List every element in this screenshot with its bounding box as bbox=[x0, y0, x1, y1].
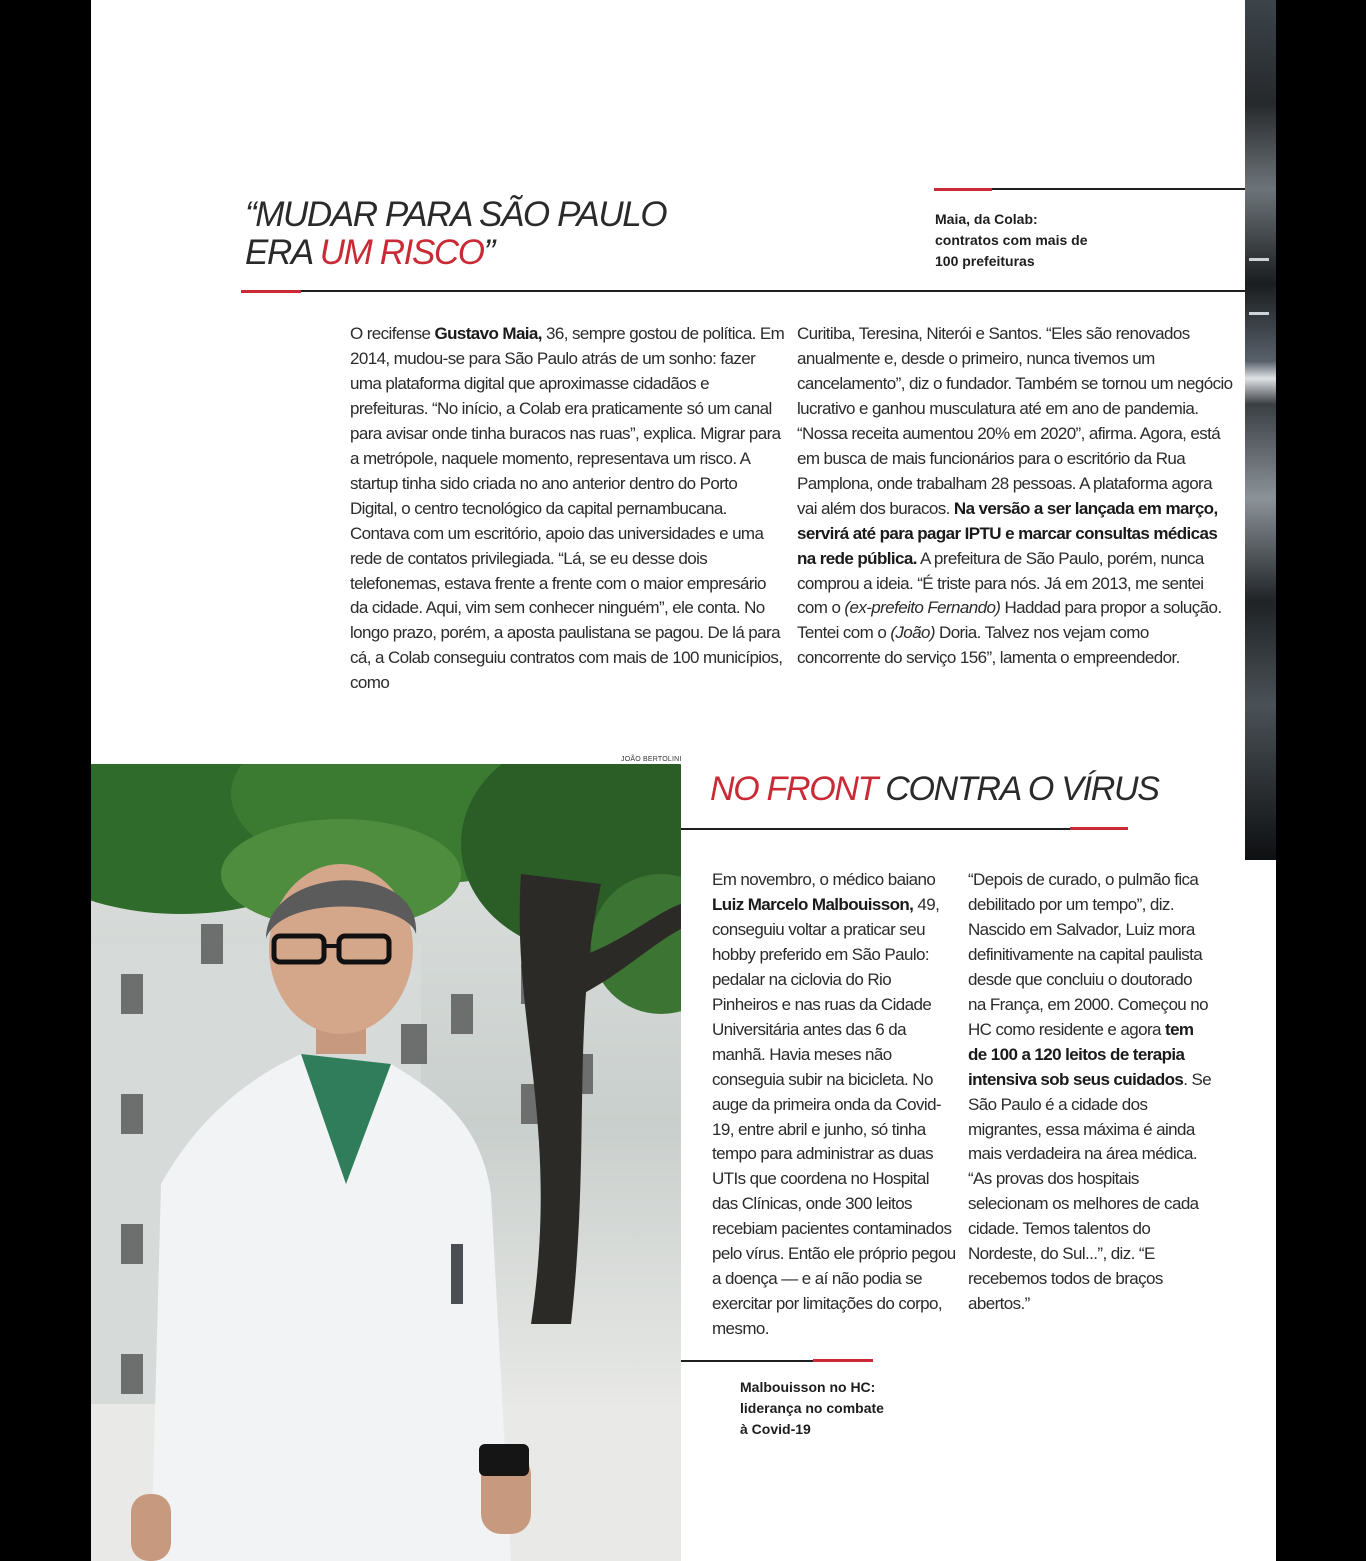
divider-accent bbox=[1070, 827, 1128, 830]
article-column bbox=[797, 322, 1234, 671]
person-name: Gustavo Maia, bbox=[434, 324, 542, 343]
paragraph: Em novembro, o médico baiano Luiz Marcelo Malbouisson, 49, conseguiu voltar a praticar seu hobby preferido em São Paulo: pedalar na ciclovia do Rio Pinheiros e nas ruas da Cidade Universitária antes das 6 da manhã. Havia meses não conseguia subir na bicicleta. No auge da primeira onda da Covid-19, entre abril e junho, só tinha tempo para administrar as duas UTIs que coordena no Hospital das Clínicas, onde 300 leitos recebiam pacientes contaminados pelo vírus. Então ele próprio pegou a doença — e aí não podia se exercitar por limitações do corpo, mesmo. bbox=[712, 870, 956, 1339]
headline-highlight: NO FRONT bbox=[710, 770, 878, 808]
doctor-illustration bbox=[91, 764, 681, 1561]
strip-detail bbox=[1249, 258, 1269, 261]
adjacent-photo-strip bbox=[1245, 0, 1276, 860]
person-name: Luiz Marcelo Malbouisson, bbox=[712, 894, 914, 914]
divider-accent bbox=[241, 290, 301, 293]
headline-front: NO FRONT CONTRA O VÍRUS bbox=[710, 770, 1159, 808]
photo-caption-malbouisson: Malbouisson no HC: liderança no combate à Covid-19 bbox=[740, 1379, 884, 1437]
caption-rule-accent bbox=[813, 1359, 873, 1362]
highlight-text: Na versão a ser lançada em março, servirá até para pagar IPTU e marcar consultas médicas na rede pública. bbox=[797, 498, 1218, 568]
article-column bbox=[350, 322, 787, 696]
headline-colab: “MUDAR PARA SÃO PAULO ERA UM RISCO” bbox=[245, 195, 667, 272]
paragraph: Curitiba, Teresina, Niterói e Santos. “Eles são renovados anualmente e, desde o primeiro, nunca tivemos um cancelamento”, diz o fundador. Também se tornou um negócio lucrativo e ganhou musculatura até em ano de pandemia. “Nossa receita aumentou 20% em 2020”, afirma. Agora, está em busca de mais funcionários para o escritório da Rua Pamplona, onde trabalham 28 pessoas. A plataforma agora vai além dos buracos. Na versão a ser lançada em março, servirá até para pagar IPTU e marcar consultas médicas na rede pública. A prefeitura de São Paulo, porém, nunca comprou a ideia. “É triste para nós. Já em 2013, me sentei com o (ex-prefeito Fernando) Haddad para propor a solução. Tentei com o (João) Doria. Talvez nos vejam como concorrente do serviço 156”, lamenta o empreendedor. bbox=[797, 324, 1233, 668]
caption-rule-accent bbox=[934, 188, 992, 191]
highlight-text: tem de 100 a 120 leitos de terapia intensiva sob seus cuidados bbox=[968, 1019, 1194, 1089]
photo-caption-maia: Maia, da Colab: contratos com mais de 100 prefeituras bbox=[935, 211, 1088, 269]
doctor-photo bbox=[91, 764, 681, 1561]
headline-highlight: UM RISCO bbox=[319, 233, 484, 272]
paragraph: O recifense Gustavo Maia, 36, sempre gostou de política. Em 2014, mudou-se para São Paulo atrás de um sonho: fazer uma plataforma digital que aproximasse cidadãos e prefeituras. “No início, a Colab era praticamente só um canal para avisar onde tinha buracos nas ruas”, explica. Migrar para a metrópole, naquele momento, representava um risco. A startup tinha sido criada no ano anterior dentro do Porto Digital, o centro tecnológico da capital pernambucana. Contava com um escritório, apoio das universidades e uma rede de contatos privilegiada. “Lá, se eu desse dois telefonemas, estava frente a frente com o maior empresário da cidade. Aqui, vim sem conhecer ninguém”, ele conta. No longo prazo, porém, a aposta paulistana se pagou. De lá para cá, a Colab conseguiu contratos com mais de 100 municípios, como bbox=[350, 324, 785, 693]
divider-rule bbox=[241, 290, 1245, 292]
paragraph: “Depois de curado, o pulmão fica debilitado por um tempo”, diz. Nascido em Salvador, Luiz mora definitivamente na capital paulista desde que concluiu o doutorado na França, em 2000. Começou no HC como residente e agora tem de 100 a 120 leitos de terapia intensiva sob seus cuidados. Se São Paulo é a cidade dos migrantes, essa máxima é ainda mais verdadeira na área médica. “As provas dos hospitais selecionam os melhores de cada cidade. Temos talentos do Nordeste, do Sul...”, diz. “E recebemos todos de braços abertos.” bbox=[968, 870, 1212, 1314]
article-column bbox=[968, 868, 1213, 1317]
strip-detail bbox=[1249, 312, 1269, 315]
article-column bbox=[712, 868, 957, 1342]
magazine-page bbox=[91, 0, 1276, 1561]
photo-credit: JOÃO BERTOLINI bbox=[621, 756, 682, 763]
divider-rule bbox=[681, 828, 1128, 830]
